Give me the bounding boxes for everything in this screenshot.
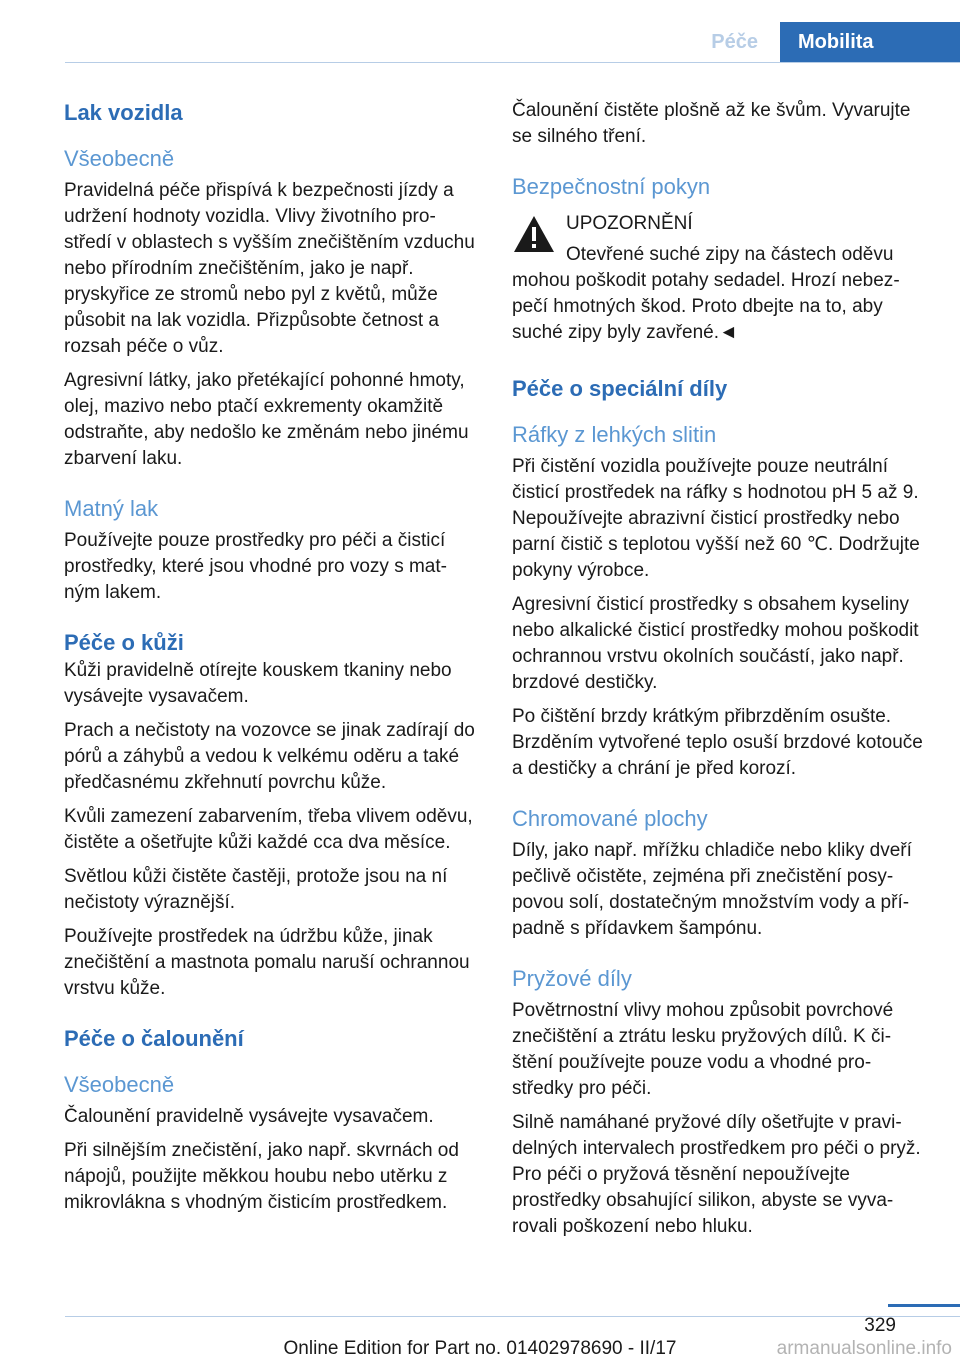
tab-pece[interactable]: Péče [689,22,780,63]
paragraph: Po čištění brzdy krátkým přibrzděním osušte. Brzděním vytvořené teplo osuší brzdové kotouče a destičky a chrání je před korozí. [512,706,923,779]
footer-divider [65,1316,960,1317]
page-number: 329 [864,1315,896,1336]
paragraph: Při silnějším znečistění, jako např. skvrnách od nápojů, použijte měkkou houbu nebo utěrku z mikrovlákna s vhodným čisticím prostředkem. [64,1140,459,1213]
paragraph: Silně namáhané pryžové díly ošetřujte v pravidelných intervalech prostředkem pro péči o pryž. Pro péči o pryžová těsnění nepoužívejte prostředky obsahující silikon, abyste se vyvarovali poškození nebo hluku. [512,1112,921,1237]
paragraph: Kvůli zamezení zabarvením, třeba vlivem oděvu, čistěte a ošetřujte kůži každé cca dva měsíce. [64,806,473,853]
subheading-vseobecne-2: Všeobecně [64,1072,175,1097]
paragraph: Prach a nečistoty na vozovce se jinak zadírají do pórů a záhybů a vedou k velkému oděru a také předčasnému zkřehnutí povrchu kůže. [64,720,475,793]
paragraph: Kůži pravidelně otírejte kouskem tkaniny nebo vysávejte vysavačem. [64,660,452,707]
heading-pece-o-kuzi: Péče o kůži [64,630,184,655]
warning-text: Otevřené suché zipy na částech oděvu mohou poškodit potahy sedadel. Hrozí nebezpečí hmotných škod. Proto dbejte na to, aby suché zipy byly zavřené.◄ [512,244,900,343]
subheading-vseobecne-1: Všeobecně [64,146,175,171]
paragraph: Používejte prostředek na údržbu kůže, jinak znečištění a mastnota pomalu naruší ochrannou vrstvu kůže. [64,926,470,999]
header-tabs [689,22,960,63]
page-number-bar [888,1304,960,1307]
right-column [512,98,924,1248]
paragraph: Povětrnostní vlivy mohou způsobit povrchové znečištění a ztrátu lesku pryžových dílů. K čištění používejte pouze vodu a vhodné prostředky pro péči. [512,1000,894,1099]
subheading-bezpecnostni-pokyn: Bezpečnostní pokyn [512,174,711,199]
warning-box [512,210,924,346]
paragraph: Agresivní čisticí prostředky s obsahem kyseliny nebo alkalické čisticí prostředky mohou poškodit ochrannou vrstvu okolních součástí, jako např. brzdové destičky. [512,594,919,693]
paragraph: Při čistění vozidla používejte pouze neutrální čisticí prostředek na ráfky s hodnotou pH 5 až 9. Nepoužívejte abrazivní čisticí prostředky nebo parní čistič s teplotou vyšší než 60 ℃. Dodržujte pokyny výrobce. [512,456,920,581]
heading-lak-vozidla: Lak vozidla [64,100,183,125]
subheading-chromovane-plochy: Chromované plochy [512,806,708,831]
watermark: armanualsonline.info [776,1338,952,1359]
heading-pece-o-specialni-dily: Péče o speciální díly [512,376,728,401]
paragraph: Čalounění pravidelně vysávejte vysavačem. [64,1106,434,1127]
paragraph: Světlou kůži čistěte častěji, protože jsou na ní nečistoty výraznější. [64,866,448,913]
warning-triangle-icon [512,214,556,254]
subheading-rafky: Ráfky z lehkých slitin [512,422,717,447]
paragraph: Čalounění čistěte plošně až ke švům. Vyvarujte se silného tření. [512,100,911,147]
header-divider [65,62,960,63]
subheading-pryzove-dily: Pryžové díly [512,966,632,991]
footer-edition: Online Edition for Part no. 01402978690 - II/17 [283,1338,677,1359]
tab-mobilita[interactable]: Mobilita [780,22,960,63]
paragraph: Díly, jako např. mřížku chladiče nebo kliky dveří pečlivě očistěte, zejména při znečistění posypovou solí, dostatečným množstvím vody a případně s přídavkem šampónu. [512,840,912,939]
subheading-matny-lak: Matný lak [64,496,159,521]
warning-title: UPOZORNĚNÍ [566,213,693,234]
paragraph: Agresivní látky, jako přetékající pohonné hmoty, olej, mazivo nebo ptačí exkrementy okamžitě odstraňte, aby nedošlo ke změnám nebo jinému zbarvení laku. [64,370,469,469]
paragraph: Používejte pouze prostředky pro péči a čisticí prostředky, které jsou vhodné pro vozy s matným lakem. [64,530,447,603]
paragraph: Pravidelná péče přispívá k bezpečnosti jízdy a udržení hodnoty vozidla. Vlivy životního prostředí v oblastech s vyšším znečištěním vzduchu nebo přírodním znečištěním, jako je např. pryskyřice ze stromů nebo pyl z květů, může působit na lak vozidla. Přizpůsobte četnost a rozsah péče o vůz. [64,180,475,357]
left-column [64,98,476,1224]
heading-pece-o-calouneni: Péče o čalounění [64,1026,244,1051]
